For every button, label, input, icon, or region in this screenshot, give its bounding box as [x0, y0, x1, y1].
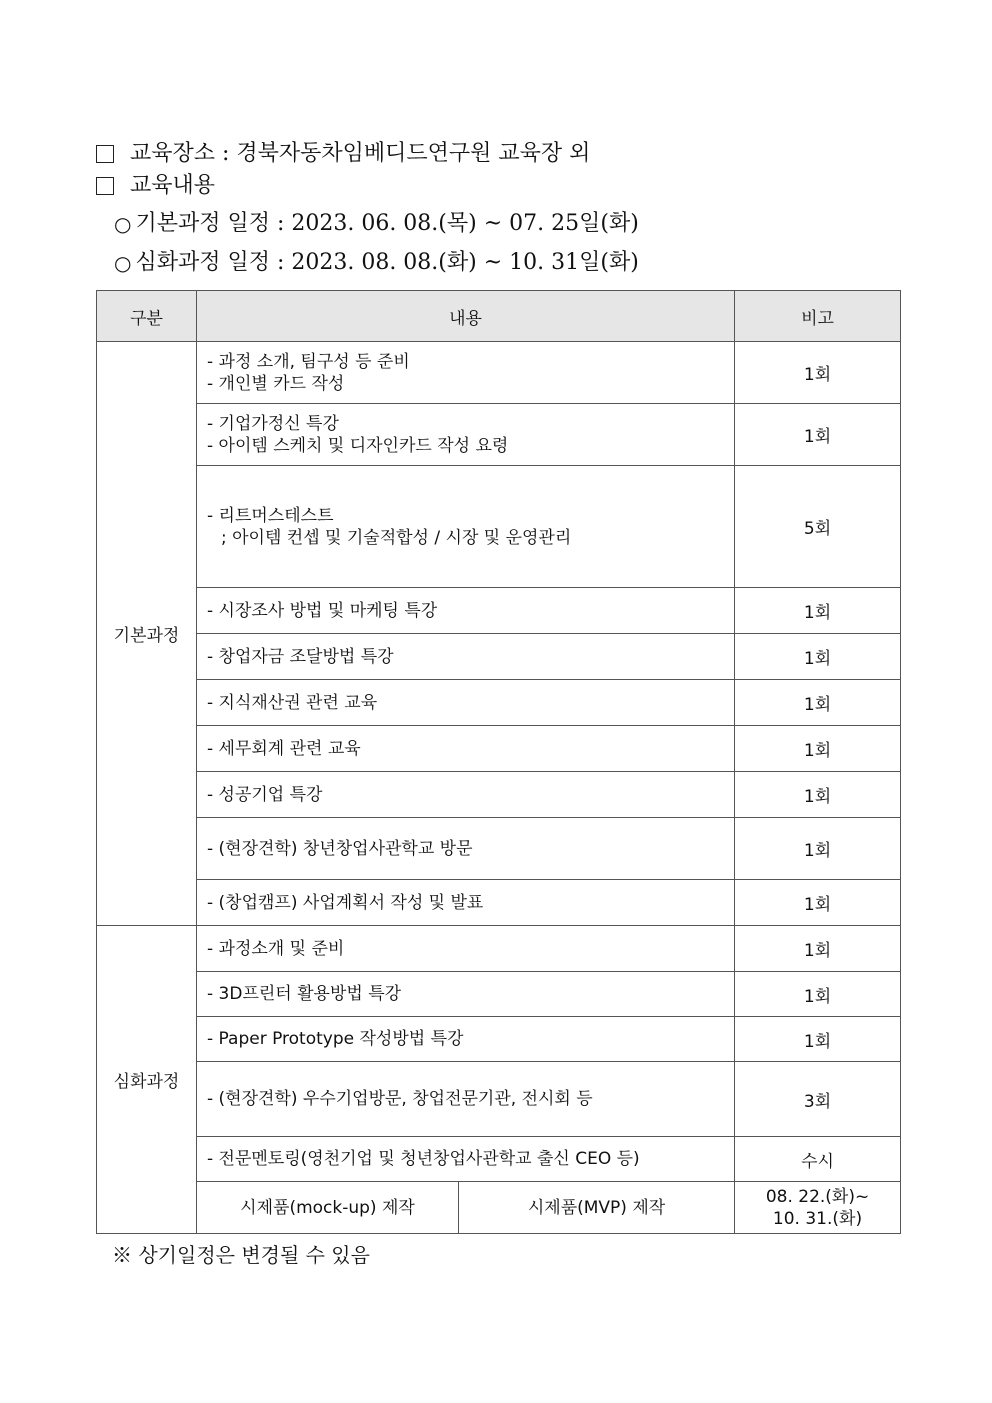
row-content: - 성공기업 특강 [197, 772, 735, 818]
row-note: 3회 [735, 1062, 901, 1137]
mvp-cell: 시제품(MVP) 제작 [459, 1182, 735, 1234]
row-note: 5회 [735, 466, 901, 588]
basic-course-label: 기본과정 [97, 342, 197, 926]
row-note: 1회 [735, 404, 901, 466]
table-row [97, 880, 901, 926]
row-note: 1회 [735, 634, 901, 680]
header-content: 내용 [197, 291, 735, 342]
table-row [97, 680, 901, 726]
table-row [97, 1062, 901, 1137]
content-line [96, 171, 215, 201]
schedule-table [96, 290, 901, 1234]
mockup-cell: 시제품(mock-up) 제작 [197, 1182, 459, 1234]
row-note: 1회 [735, 926, 901, 972]
table-row [97, 342, 901, 404]
row-note: 1회 [735, 772, 901, 818]
row-content: - (창업캠프) 사업계획서 작성 및 발표 [197, 880, 735, 926]
row-note: 1회 [735, 1017, 901, 1062]
table-row [97, 404, 901, 466]
header-category: 구분 [97, 291, 197, 342]
circle-bullet-icon: ○ [114, 212, 132, 236]
checkbox-square-icon [96, 177, 114, 195]
basic-schedule-text: 기본과정 일정 : 2023. 06. 08.(목) ~ 07. 25일(화) [135, 211, 639, 236]
table-row-final [97, 1182, 901, 1234]
circle-bullet-icon: ○ [114, 251, 132, 275]
location-line [96, 139, 590, 169]
row-note: 수시 [735, 1137, 901, 1182]
header-note: 비고 [735, 291, 901, 342]
row-content: - 과정 소개, 팀구성 등 준비 - 개인별 카드 작성 [197, 342, 735, 404]
row-content: - 창업자금 조달방법 특강 [197, 634, 735, 680]
table-row [97, 1137, 901, 1182]
row-content: - (현장견학) 우수기업방문, 창업전문기관, 전시회 등 [197, 1062, 735, 1137]
row-note: 1회 [735, 818, 901, 880]
table-row [97, 634, 901, 680]
row-content: - 3D프린터 활용방법 특강 [197, 972, 735, 1017]
table-row [97, 726, 901, 772]
row-content: - 지식재산권 관련 교육 [197, 680, 735, 726]
row-content: - 시장조사 방법 및 마케팅 특강 [197, 588, 735, 634]
table-row [97, 466, 901, 588]
row-note: 1회 [735, 342, 901, 404]
checkbox-square-icon [96, 145, 114, 163]
table-row [97, 972, 901, 1017]
advanced-schedule-text: 심화과정 일정 : 2023. 08. 08.(화) ~ 10. 31일(화) [135, 250, 639, 275]
row-note: 1회 [735, 972, 901, 1017]
row-content: - 과정소개 및 준비 [197, 926, 735, 972]
row-content: - (현장견학) 창년창업사관학교 방문 [197, 818, 735, 880]
table-row [97, 926, 901, 972]
row-content: - 세무회계 관련 교육 [197, 726, 735, 772]
table-row [97, 818, 901, 880]
row-note: 1회 [735, 680, 901, 726]
row-content: - 리트머스테스트 ; 아이템 컨셉 및 기술적합성 / 시장 및 운영관리 [197, 466, 735, 588]
basic-schedule-line [96, 209, 639, 239]
row-note: 1회 [735, 588, 901, 634]
table-header-row [97, 291, 901, 342]
row-note: 1회 [735, 880, 901, 926]
footnote: ※ 상기일정은 변경될 수 있음 [112, 1243, 370, 1267]
table-row [97, 588, 901, 634]
content-text: 교육내용 [130, 173, 216, 198]
row-content: - 전문멘토링(영천기업 및 청년창업사관학교 출신 CEO 등) [197, 1137, 735, 1182]
row-content: - Paper Prototype 작성방법 특강 [197, 1017, 735, 1062]
final-date-cell: 08. 22.(화)~ 10. 31.(화) [735, 1182, 901, 1234]
table-row [97, 772, 901, 818]
table-row [97, 1017, 901, 1062]
row-content: - 기업가정신 특강 - 아이템 스케치 및 디자인카드 작성 요령 [197, 404, 735, 466]
advanced-schedule-line [96, 248, 639, 278]
advanced-course-label: 심화과정 [97, 926, 197, 1234]
location-text: 교육장소 : 경북자동차임베디드연구원 교육장 외 [130, 141, 591, 166]
row-note: 1회 [735, 726, 901, 772]
